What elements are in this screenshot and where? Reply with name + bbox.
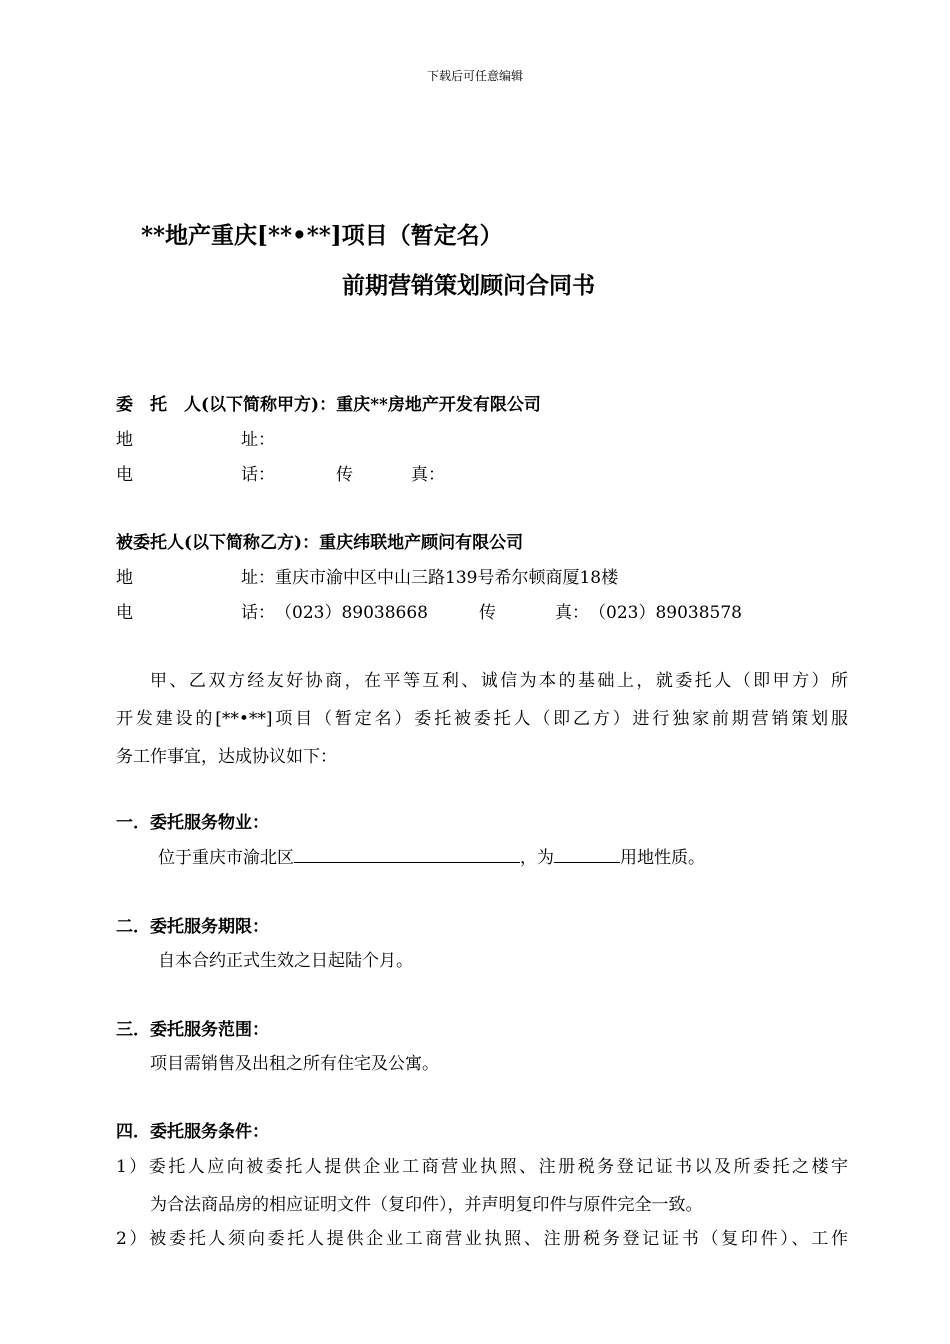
party-a-fax-label-1: 传 — [336, 465, 353, 485]
section-4-item-2-line-1: 2）被委托人须向委托人提供企业工商营业执照、注册税务登记证书（复印件）、工作 — [116, 1229, 848, 1249]
party-b-address-label-1: 地 — [116, 568, 133, 588]
section-1-heading: 一．委托服务物业： — [116, 813, 269, 833]
contract-title-line1: **地产重庆[**•**]项目（暂定名） — [141, 222, 503, 249]
section-4-item-1-line-2: 为合法商品房的相应证明文件（复印件），并声明复印件与原件完全一致。 — [150, 1195, 703, 1215]
section-4-item-1-line-1: 1）委托人应向被委托人提供企业工商营业执照、注册税务登记证书以及所委托之楼宇 — [116, 1157, 848, 1177]
party-b-phone-value: （023）89038668 — [275, 603, 428, 623]
property-location-blank — [294, 848, 520, 863]
party-b-fax-value: （023）89038578 — [589, 603, 742, 623]
section-1-text-a: 位于重庆市渝北区 — [158, 848, 294, 868]
party-b-address-label-2: 址： — [241, 568, 275, 588]
section-1-text-c: 用地性质。 — [620, 848, 705, 868]
party-b-phone-label-1: 电 — [116, 603, 133, 623]
intro-line-1: 甲、乙双方经友好协商，在平等互利、诚信为本的基础上，就委托人（即甲方）所 — [150, 671, 848, 691]
section-4-heading: 四．委托服务条件： — [116, 1122, 269, 1142]
party-b-phone-label-2: 话： — [241, 603, 275, 623]
party-b-address-value: 重庆市渝中区中山三路139号希尔顿商厦18楼 — [275, 568, 619, 588]
intro-line-2: 开发建设的[**•**]项目（暂定名）委托被委托人（即乙方）进行独家前期营销策划服 — [116, 709, 848, 729]
intro-line-3: 务工作事宜，达成协议如下： — [116, 747, 337, 767]
contract-title-line2: 前期营销策划顾问合同书 — [342, 272, 595, 299]
header-note: 下载后可任意编辑 — [426, 69, 523, 83]
land-use-blank — [554, 848, 620, 863]
section-2-text: 自本合约正式生效之日起陆个月。 — [158, 951, 413, 971]
party-a-phone-label-2: 话： — [241, 465, 275, 485]
party-a-name: 重庆**房地产开发有限公司 — [336, 395, 541, 415]
party-a-address-label-1: 地 — [116, 430, 133, 450]
party-a-address-label-2: 址： — [241, 430, 275, 450]
party-b-heading — [116, 528, 523, 553]
party-b-fax-label-2: 真： — [555, 603, 589, 623]
section-2-heading: 二．委托服务期限： — [116, 917, 269, 937]
party-a-fax-label-2: 真： — [411, 465, 445, 485]
party-b-label: 被委托人(以下简称乙方)： — [116, 533, 320, 553]
party-b-name: 重庆纬联地产顾问有限公司 — [319, 533, 524, 553]
party-a-label: 委 托 人(以下简称甲方)： — [116, 395, 337, 415]
section-1-text-b: ，为 — [520, 848, 554, 868]
section-3-text: 项目需销售及出租之所有住宅及公寓。 — [150, 1054, 439, 1074]
party-b-fax-label-1: 传 — [479, 603, 496, 623]
party-a-heading — [116, 390, 541, 415]
party-a-phone-label-1: 电 — [116, 465, 133, 485]
section-3-heading: 三．委托服务范围： — [116, 1020, 269, 1040]
section-1-text — [158, 843, 705, 868]
